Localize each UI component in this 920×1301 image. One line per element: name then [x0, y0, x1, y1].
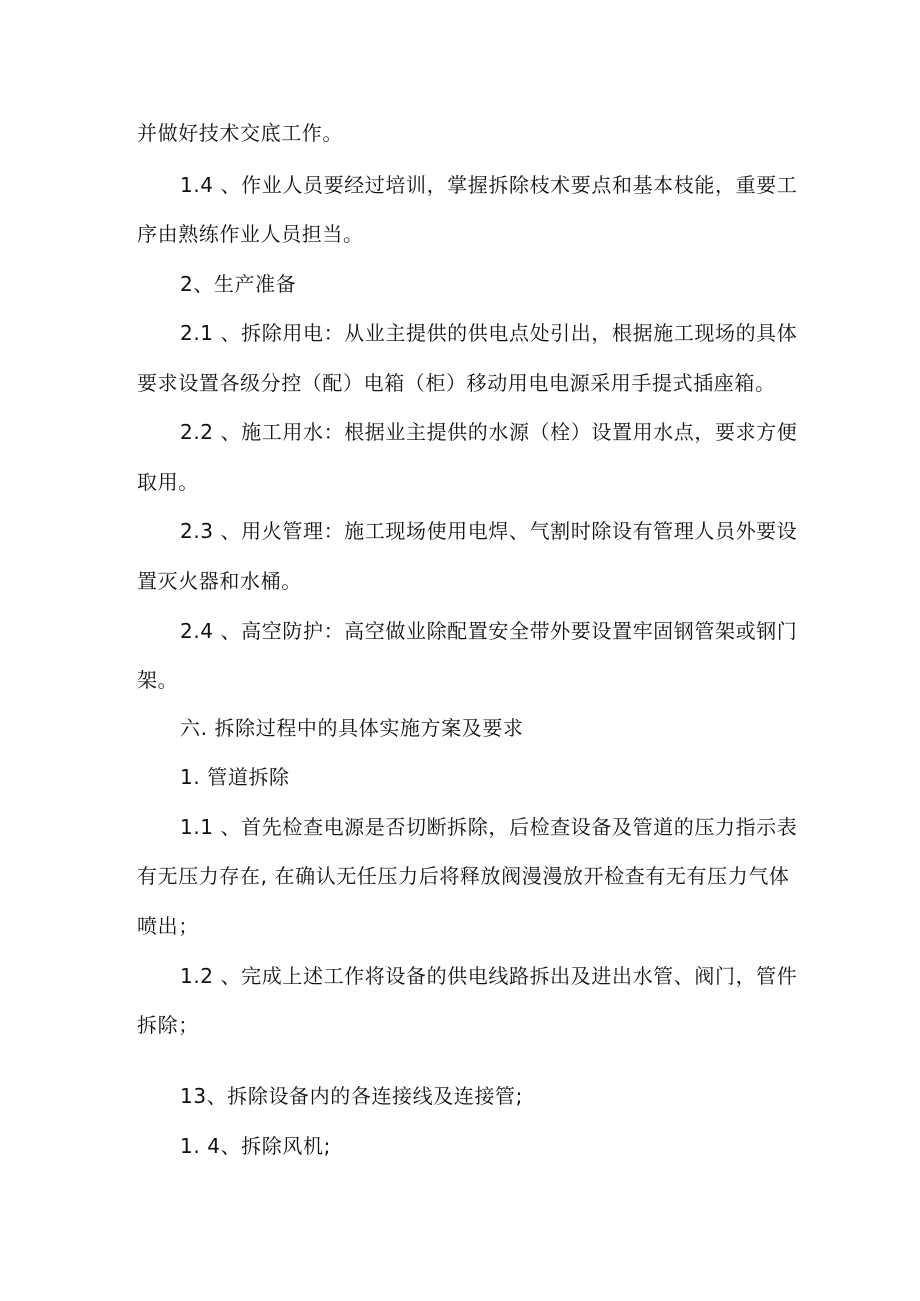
text-line-9: 2.3 、用火管理：施工现场使用电焊、气割时除设有管理人员外要设 — [180, 519, 798, 543]
text-line-15: 1.1 、首先检查电源是否切断拆除，后检查设备及管道的压力指示表 — [180, 815, 798, 839]
text-line-18: 1.2 、完成上述工作将设备的供电线路拆出及进出水管、阀门，管件 — [180, 964, 798, 988]
text-line-7: 2.2 、施工用水：根据业主提供的水源（栓）设置用水点，要求方便 — [180, 420, 798, 444]
text-line-19: 拆除； — [137, 1013, 199, 1037]
text-line-12: 架。 — [137, 668, 179, 692]
text-line-20: 13、拆除设备内的各连接线及连接管; — [180, 1084, 523, 1108]
text-line-2: 1.4 、作业人员要经过培训，掌握拆除枝术要点和基本枝能，重要工 — [180, 173, 798, 197]
text-line-17: 喷出； — [137, 914, 199, 938]
section-heading-production-prep: 2、生产准备 — [180, 272, 297, 296]
subsection-heading-pipe-demolition: 1. 管道拆除 — [180, 765, 290, 789]
text-line-21: 1. 4、拆除风机; — [180, 1134, 331, 1158]
section-heading-demolition-plan: 六. 拆除过程中的具体实施方案及要求 — [180, 716, 524, 740]
text-line-10: 置灭火器和水桶。 — [137, 569, 302, 593]
text-line-1: 并做好技术交底工作。 — [137, 121, 343, 145]
text-line-3: 序由熟练作业人员担当。 — [137, 222, 364, 246]
text-line-16: 有无压力存在, 在确认无任压力后将释放阀漫漫放开检查有无有压力气体 — [137, 864, 790, 888]
text-line-11: 2.4 、高空防护：高空做业除配置安全带外要设置牢固钢管架或钢门 — [180, 619, 798, 643]
text-line-5: 2.1 、拆除用电：从业主提供的供电点处引出，根据施工现场的具体 — [180, 321, 798, 345]
text-line-8: 取用。 — [137, 470, 199, 494]
text-line-6: 要求设置各级分控（配）电箱（柜）移动用电电源采用手提式插座箱。 — [137, 371, 776, 395]
